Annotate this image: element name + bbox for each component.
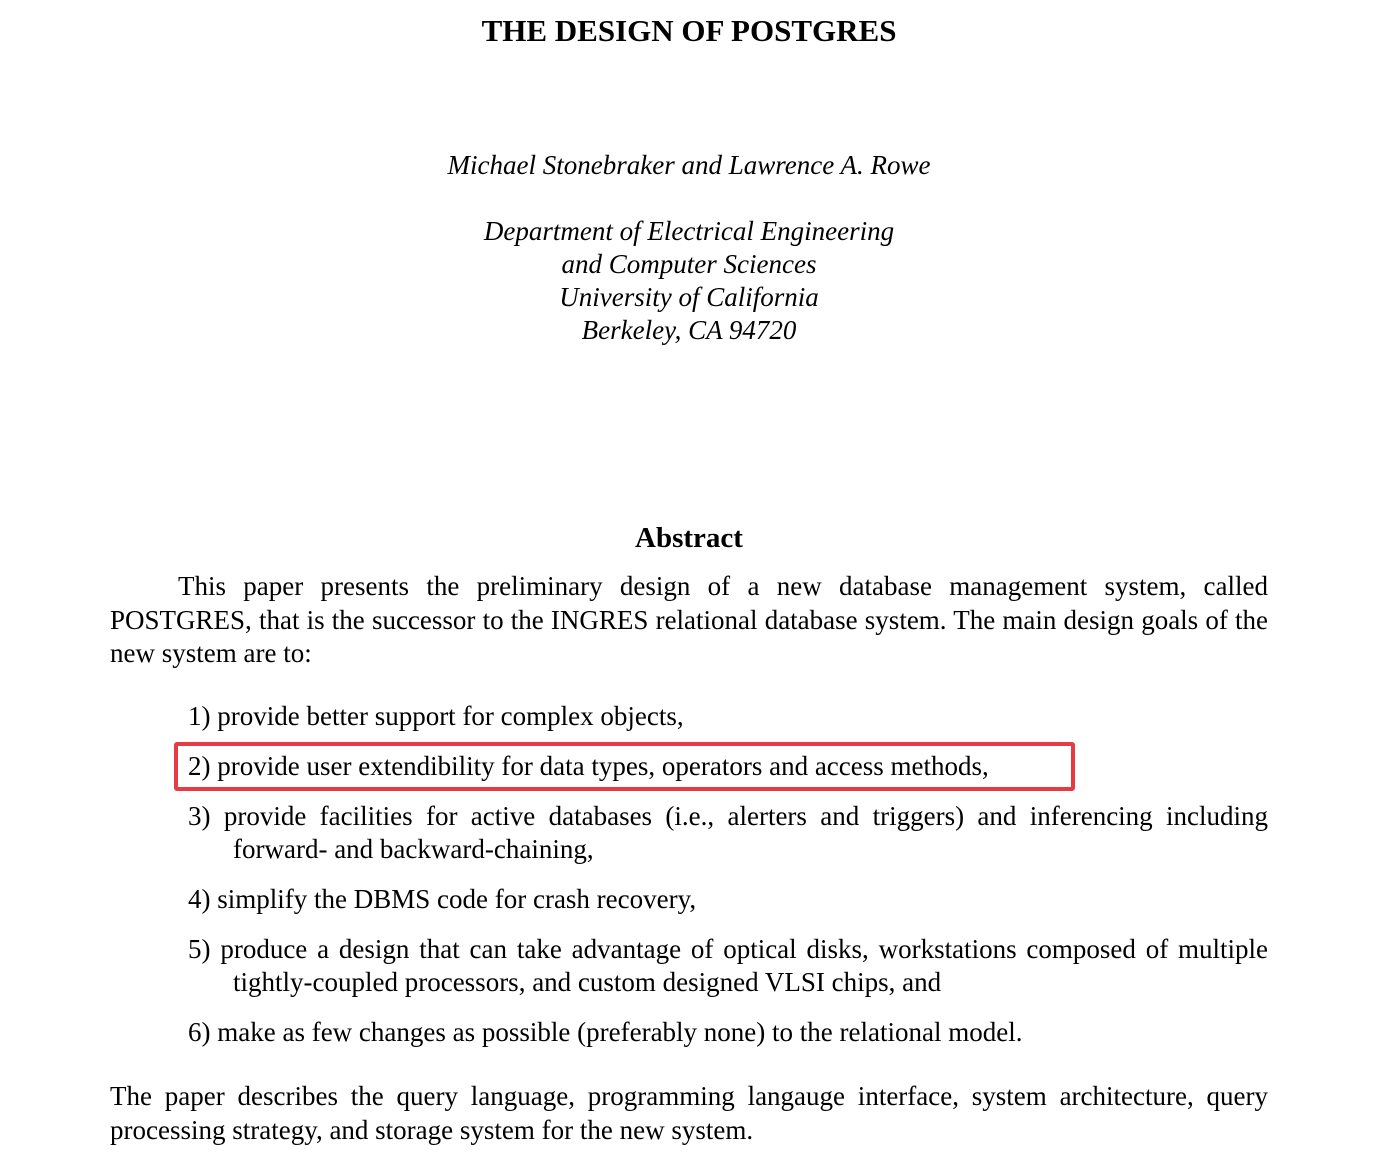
goal-item [110, 933, 1268, 999]
goal-text: provide user extendibility for data types, operators and access methods, [217, 751, 989, 781]
goal-number: 3) [188, 801, 211, 831]
goal-number: 4) [188, 884, 211, 914]
goal-text: provide facilities for active databases (i.e., alerters and triggers) and inferencing including forward- and backward-chaining, [223, 801, 1269, 864]
paper-title: THE DESIGN OF POSTGRES [481, 13, 897, 48]
authors-line: Michael Stonebraker and Lawrence A. Rowe [447, 150, 931, 180]
goal-item [110, 1016, 1268, 1049]
goal-text: produce a design that can take advantage of optical disks, workstations composed of multiple tightly-coupled processors, and custom designed VLSI chips, and [220, 934, 1268, 997]
goal-number: 6) [188, 1017, 211, 1047]
affiliation-line: and Computer Sciences [561, 249, 817, 279]
goal-text: make as few changes as possible (preferably none) to the relational model. [217, 1017, 1023, 1047]
abstract-heading: Abstract [635, 522, 743, 554]
goal-text: simplify the DBMS code for crash recovery, [217, 884, 697, 914]
goal-item [110, 800, 1268, 866]
closing-paragraph: The paper describes the query language, programming langauge interface, system architecture, query processing strategy, and storage system for the new system. [110, 1081, 1268, 1145]
goal-number: 2) [188, 751, 211, 781]
goal-item [110, 750, 1268, 783]
goal-number: 1) [188, 701, 211, 731]
affiliation-line: Department of Electrical Engineering [483, 216, 895, 246]
abstract-intro-paragraph: This paper presents the preliminary design of a new database management system, called POSTGRES, that is the successor to the INGRES relational database system. The main design goals of the new system are to: [110, 571, 1268, 668]
goal-text: provide better support for complex objects, [217, 701, 684, 731]
goal-item [110, 700, 1268, 733]
affiliation-line: University of California [559, 282, 819, 312]
goal-number: 5) [188, 934, 211, 964]
affiliation-line: Berkeley, CA 94720 [581, 315, 797, 345]
affiliation-block [110, 215, 1268, 347]
goal-item [110, 883, 1268, 916]
goals-list [110, 700, 1268, 1066]
